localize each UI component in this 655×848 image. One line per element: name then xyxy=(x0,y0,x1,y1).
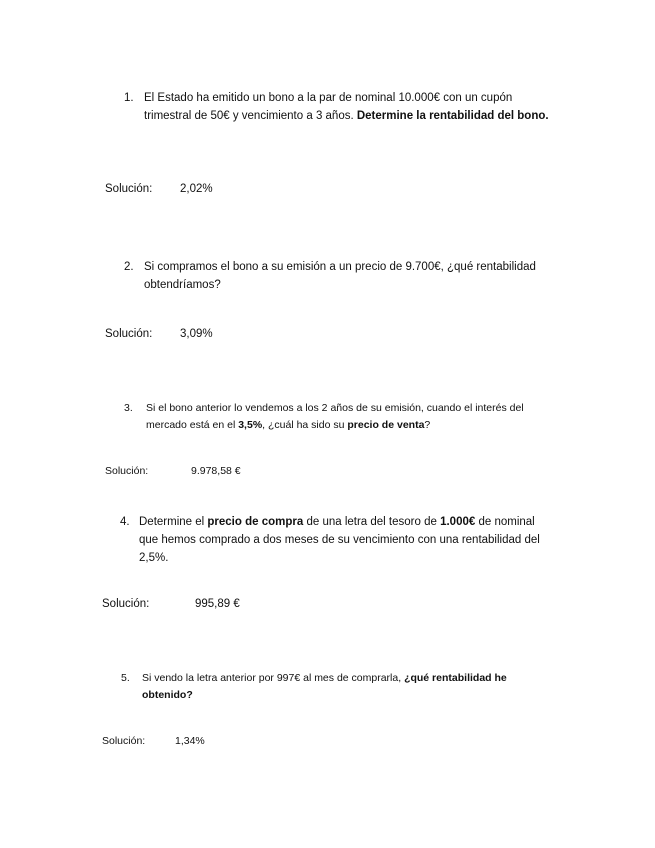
solution-label: Solución: xyxy=(105,465,149,477)
problem-text-segment: Si vendo la letra anterior por 997€ al mes de comprarla, xyxy=(142,672,405,684)
problem-bold-segment: obtenido? xyxy=(142,689,193,701)
problem-line: Si el bono anterior lo vendemos a los 2 años de su emisión, cuando el interés del xyxy=(146,402,524,414)
problem-line: El Estado ha emitido un bono a la par de nominal 10.000€ con un cupón xyxy=(144,92,513,104)
problem-text-segment: de una letra del tesoro de xyxy=(303,516,441,528)
problem-line xyxy=(142,687,507,704)
problem-bold-segment: precio de compra xyxy=(207,516,304,528)
problem-text-segment: ? xyxy=(424,419,431,431)
problem-bold-segment: 3,5% xyxy=(238,419,263,431)
problem-number: 3. xyxy=(124,402,133,414)
solution-label: Solución: xyxy=(102,598,150,610)
problem-line: Si compramos el bono a su emisión a un precio de 9.700€, ¿qué rentabilidad xyxy=(144,261,536,273)
problem-bold-segment: 1.000€ xyxy=(440,516,476,528)
problem-number: 5. xyxy=(121,672,130,684)
problem-text-segment: , ¿cuál ha sido su xyxy=(262,419,348,431)
problem-bold-segment: precio de venta xyxy=(347,419,425,431)
solution-label: Solución: xyxy=(102,735,146,747)
problem-question-bold: Determine la rentabilidad del bono. xyxy=(356,110,549,122)
problem-line xyxy=(146,417,524,434)
solution-label: Solución: xyxy=(105,183,153,195)
problem-text xyxy=(139,513,540,567)
problem-text xyxy=(144,89,549,125)
problem-line: 2,5%. xyxy=(139,552,169,564)
problem-line xyxy=(142,670,507,687)
problem-text xyxy=(142,670,507,704)
solution-value: 9.978,58 € xyxy=(191,465,241,477)
problem-text-segment: Determine el xyxy=(139,516,208,528)
solution-value: 1,34% xyxy=(175,735,205,747)
solution-value: 3,09% xyxy=(180,328,213,340)
problem-bold-segment: ¿qué rentabilidad he xyxy=(404,672,507,684)
problem-number: 4. xyxy=(120,516,130,528)
problem-number: 2. xyxy=(124,261,134,273)
problem-text-segment: mercado está en el xyxy=(146,419,239,431)
solution-label: Solución: xyxy=(105,328,153,340)
problem-text-segment: de nominal xyxy=(475,516,535,528)
problem-number: 1. xyxy=(124,92,134,104)
problem-text-segment: trimestral de 50€ y vencimiento a 3 años. xyxy=(144,110,357,122)
problem-line xyxy=(144,107,549,125)
problem-text xyxy=(146,400,524,434)
problem-line: obtendríamos? xyxy=(144,279,221,291)
solution-value: 995,89 € xyxy=(195,598,240,610)
problem-text xyxy=(144,258,536,294)
problem-line xyxy=(139,513,540,531)
solution-value: 2,02% xyxy=(180,183,213,195)
problem-line: que hemos comprado a dos meses de su vencimiento con una rentabilidad del xyxy=(139,534,540,546)
